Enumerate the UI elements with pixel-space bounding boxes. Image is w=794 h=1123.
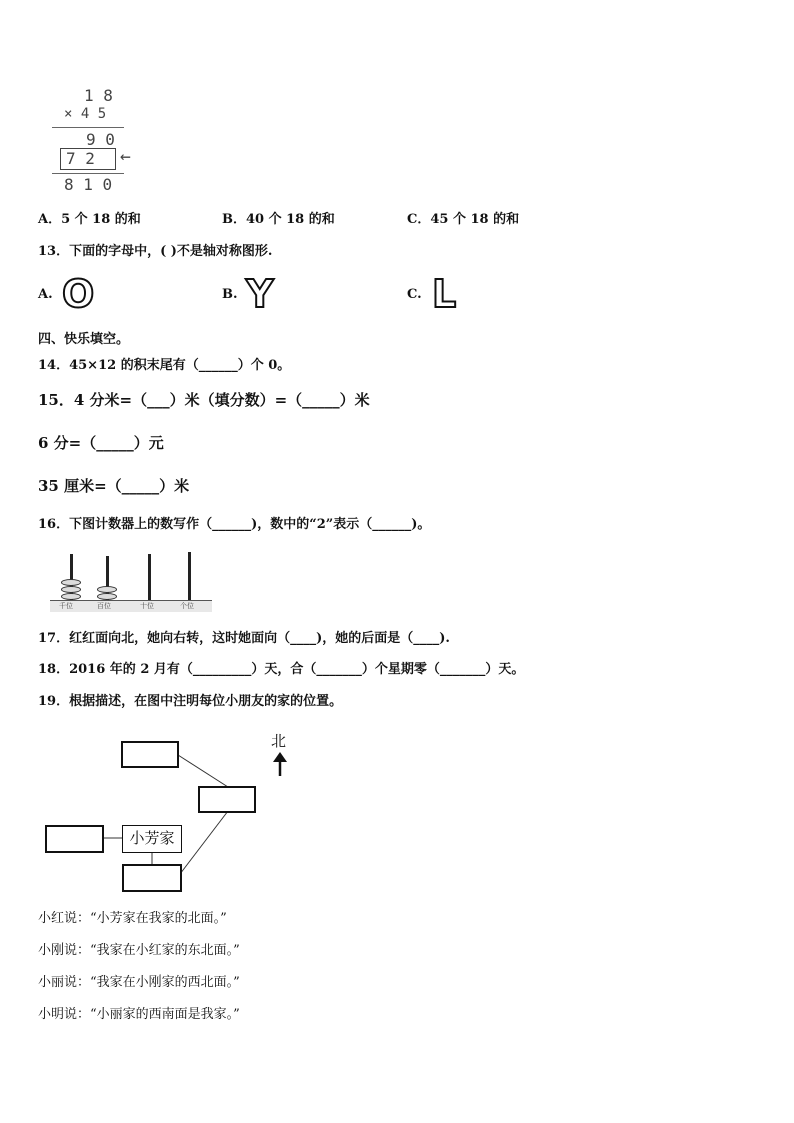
mult-row-2: × 4 5 <box>64 106 107 122</box>
xiaofang-house-box: 小芳家 <box>122 825 182 853</box>
statement-xiaohong: 小红说：“小芳家在我家的北面。” <box>38 911 227 926</box>
house-box-blank <box>198 786 256 813</box>
mult-row-5: 8 1 0 <box>64 175 113 194</box>
q17-text: 17．红红面向北，她向右转，这时她面向（____)，她的后面是（____). <box>38 631 450 646</box>
abacus-place-hundreds: 百位 <box>97 602 111 610</box>
q15-line-3: 35 厘米=（_____）米 <box>38 477 190 495</box>
q14-text: 14．45×12 的积末尾有（______）个 0。 <box>38 358 291 373</box>
abacus-place-thousands: 千位 <box>59 602 73 610</box>
q13-label-b: B. <box>222 287 238 302</box>
house-box-blank <box>122 864 182 892</box>
letter-o-icon: O <box>62 272 95 316</box>
q12-option-c: C．45 个 18 的和 <box>407 212 520 227</box>
statement-xiaoming: 小明说：“小丽家的西南面是我家。” <box>38 1007 240 1022</box>
q18-text: 18．2016 年的 2 月有（_________）天，合（_______）个星期零（_______）天。 <box>38 662 525 677</box>
house-box-blank <box>45 825 104 853</box>
north-label: 北 <box>271 732 287 750</box>
letter-y-icon: Y <box>246 272 274 316</box>
q15-line-2: 6 分=（_____）元 <box>38 434 164 452</box>
section-title: 四、快乐填空。 <box>38 332 130 347</box>
abacus-place-tens: 十位 <box>140 602 154 610</box>
statement-xiaoli: 小丽说：“我家在小刚家的西北面。” <box>38 975 240 990</box>
abacus-place-ones: 个位 <box>180 602 194 610</box>
letter-l-icon: L <box>432 272 457 316</box>
q13-text: 13．下面的字母中，( )不是轴对称图形. <box>38 244 273 259</box>
arrow-left-icon: ← <box>120 146 131 167</box>
q13-label-c: C. <box>407 287 422 302</box>
mult-row-4: 7 2 <box>66 149 95 168</box>
q16-text: 16．下图计数器上的数写作（______)，数中的“2”表示（______)。 <box>38 517 431 532</box>
q12-option-b: B．40 个 18 的和 <box>222 212 335 227</box>
statement-xiaogang: 小刚说：“我家在小红家的东北面。” <box>38 943 240 958</box>
mult-row-1: 1 8 <box>84 86 113 105</box>
q15-line-1: 15．4 分米=（___）米（填分数）=（_____）米 <box>38 391 370 409</box>
q12-option-a: A．5 个 18 的和 <box>38 212 141 227</box>
house-box-blank <box>121 741 179 768</box>
q13-label-a: A. <box>38 287 53 302</box>
q19-text: 19．根据描述，在图中注明每位小朋友的家的位置。 <box>38 694 343 709</box>
mult-row-3: 9 0 <box>86 130 115 149</box>
